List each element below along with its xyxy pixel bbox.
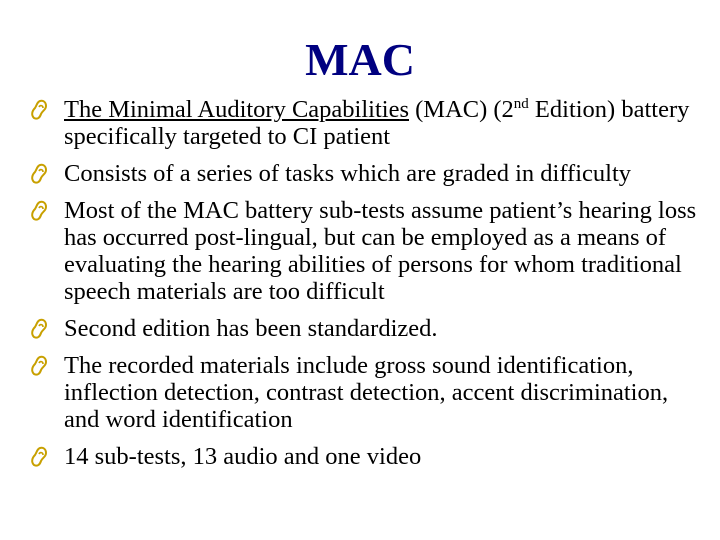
bullet-text: Consists of a series of tasks which are graded in difficulty <box>64 160 632 187</box>
bullet-item <box>28 197 708 305</box>
bullet-list <box>28 96 708 480</box>
ear-icon <box>28 162 50 186</box>
ear-icon <box>28 98 50 122</box>
bullet-item <box>28 160 708 187</box>
bullet-item: The Minimal Auditory Capabilities (MAC) (2nd Edition) battery specifically targeted to CI patient <box>28 96 708 150</box>
bullet-text: Second edition has been standardized. <box>64 315 438 342</box>
bullet-item <box>28 352 708 433</box>
bullet-text: The recorded materials include gross sound identification, inflection detection, contrast detection, accent discrimination, and word identification <box>64 352 669 433</box>
bullet-item <box>28 443 708 470</box>
ear-icon <box>28 317 50 341</box>
bullet-text: 14 sub-tests, 13 audio and one video <box>64 443 422 470</box>
bullet-text: Most of the MAC battery sub-tests assume patient’s hearing loss has occurred post-lingual, but can be employed as a means of evaluating the hearing abilities of persons for whom traditional speech materials are too difficult <box>64 197 697 305</box>
ear-icon <box>28 354 50 378</box>
bullet-item <box>28 315 708 342</box>
ear-icon <box>28 445 50 469</box>
mac-link-text: The Minimal Auditory Capabilities <box>64 96 409 123</box>
ear-icon <box>28 199 50 223</box>
slide-title: MAC <box>305 34 415 85</box>
